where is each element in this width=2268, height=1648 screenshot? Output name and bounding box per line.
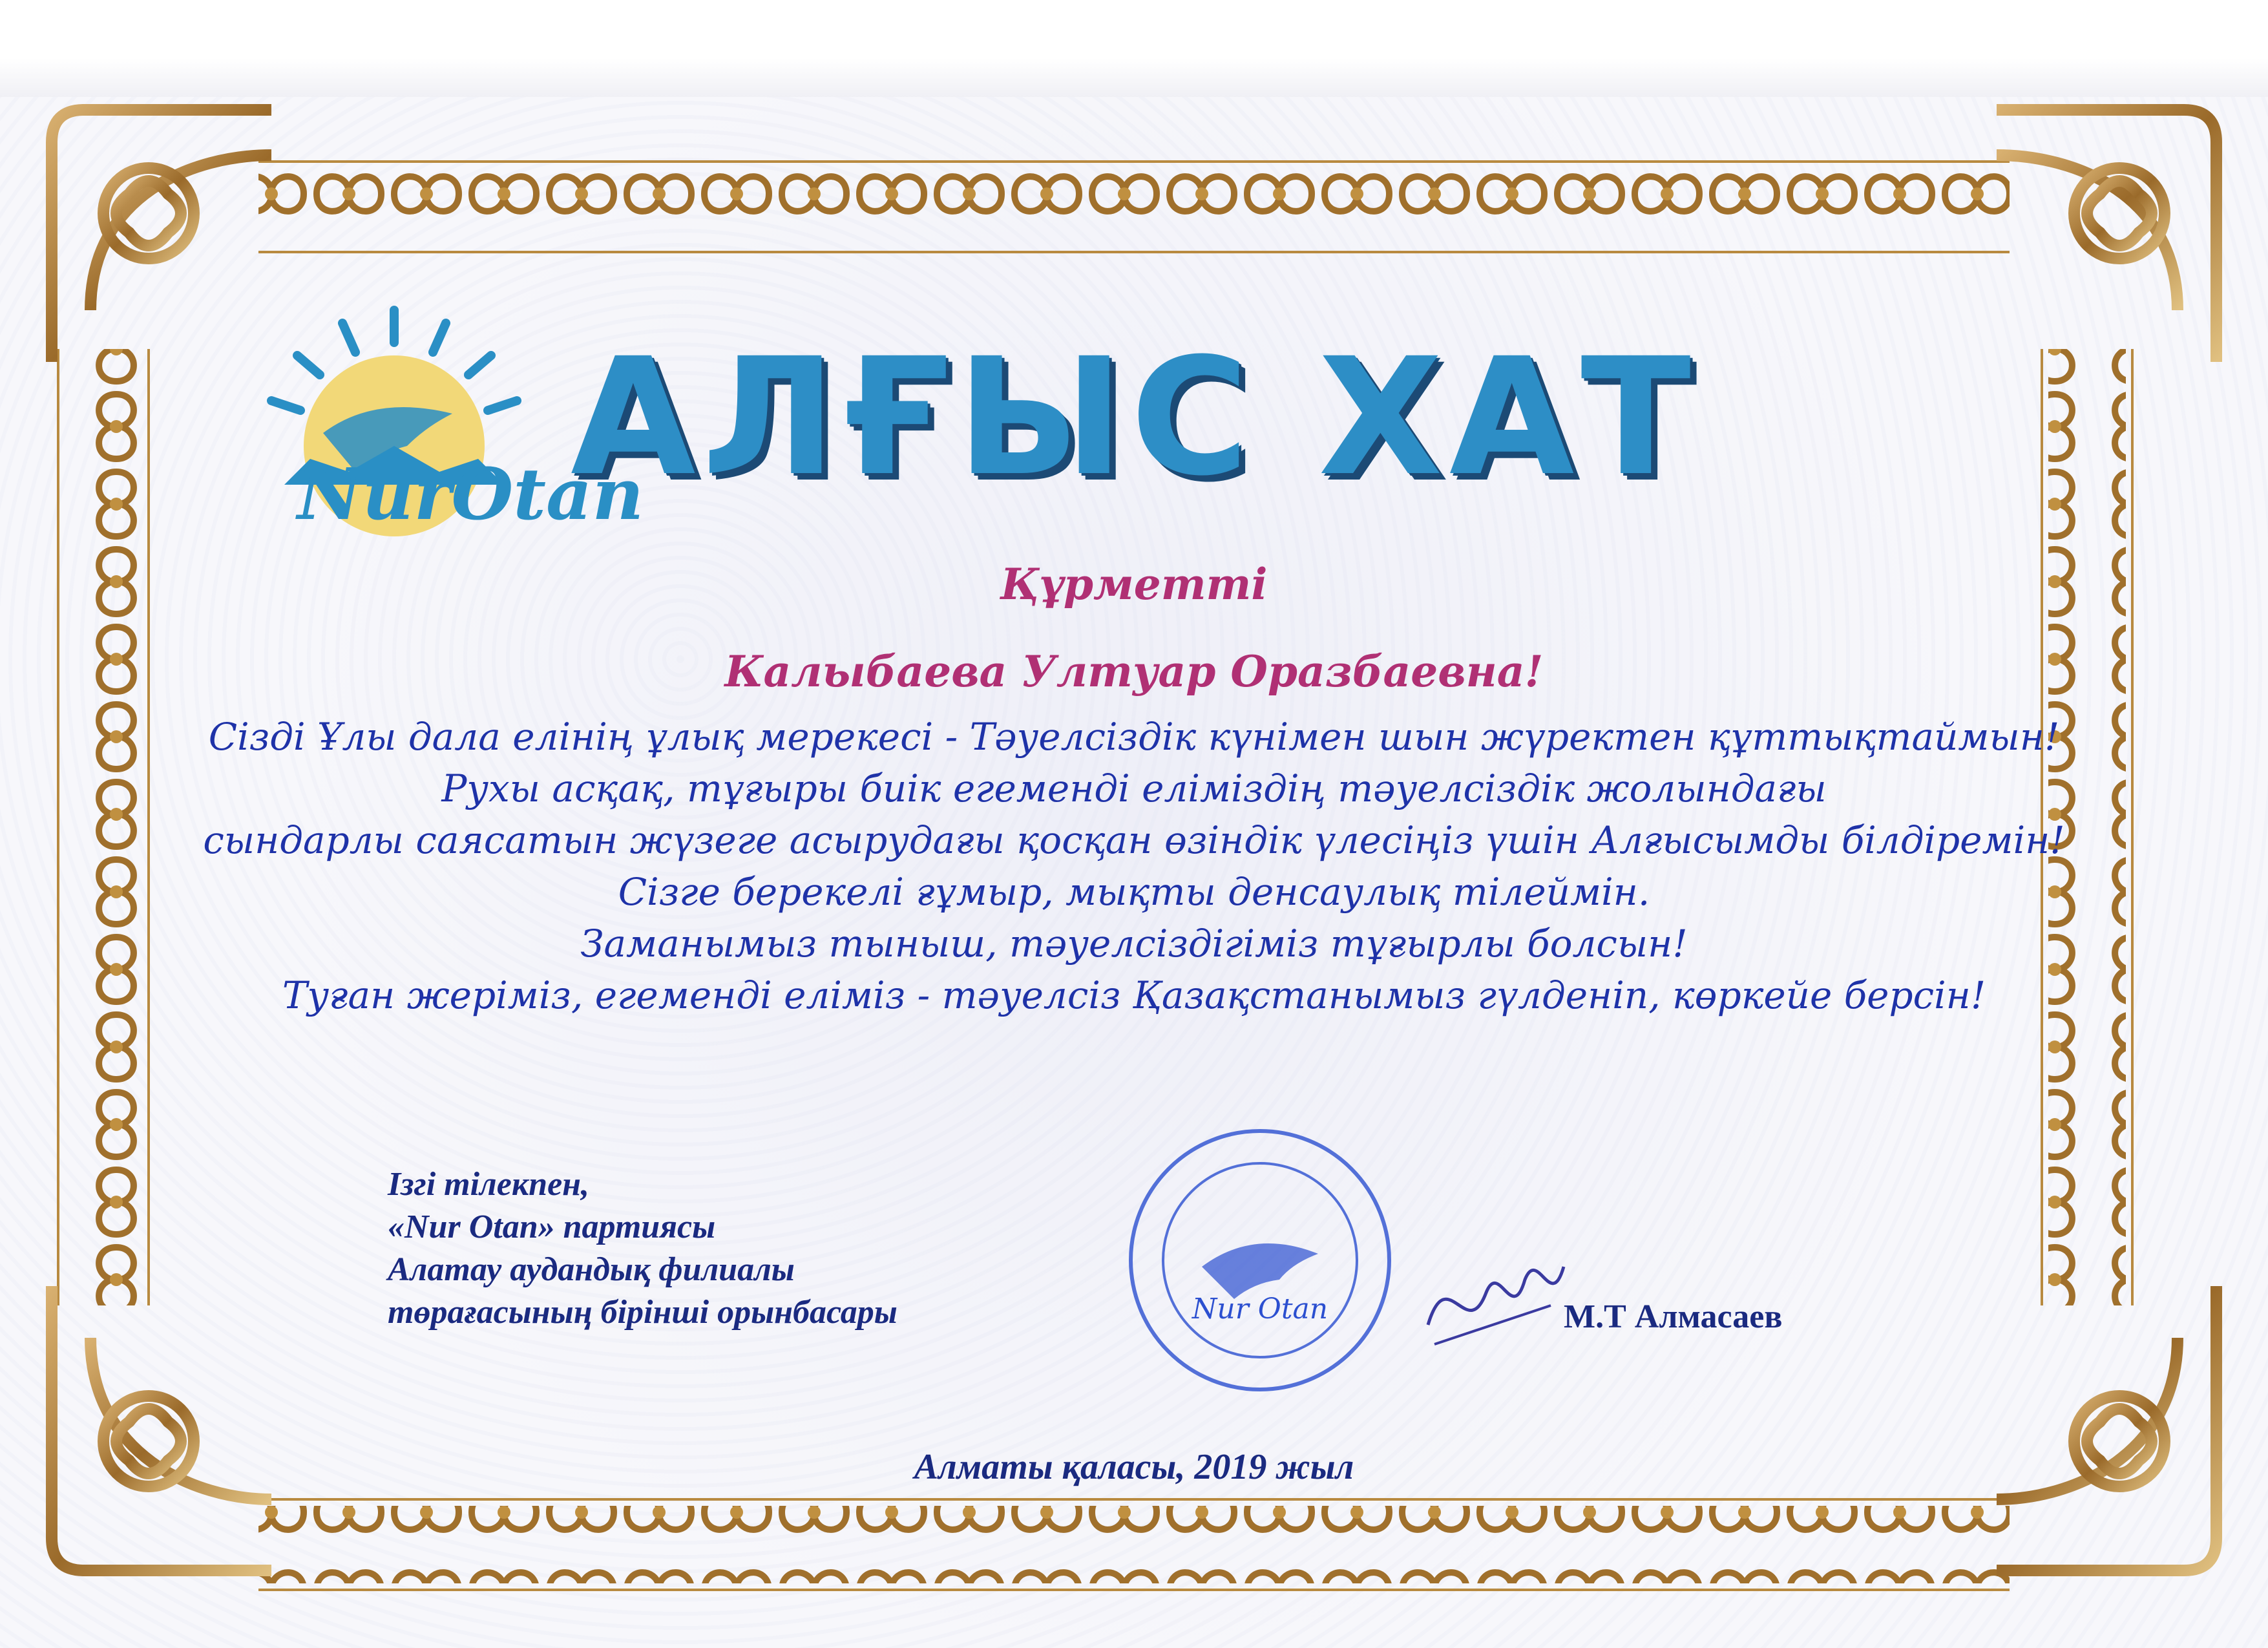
- logo-wordmark: NurOtan: [297, 452, 644, 536]
- closing-line: Алатау аудандық филиалы: [388, 1251, 795, 1288]
- city-year: Алматы қаласы, 2019 жыл: [914, 1447, 1354, 1487]
- corner-ornament-bl: [52, 1286, 271, 1570]
- body-line: Заманымыз тыныш, тәуелсіздігіміз тұғырлы болсын!: [580, 922, 1688, 966]
- body-line: Рухы асқақ, тұғыры биік егеменді еліміздің тәуелсіздік жолындағы: [441, 766, 1827, 810]
- body-line: Сізді Ұлы дала елінің ұлық мерекесі - Тәуелсіздік күнімен шын жүректен құттықтаймын!: [208, 715, 2060, 759]
- official-stamp: [1124, 1125, 1396, 1396]
- letter-body: [0, 711, 2268, 1021]
- greeting-salutation: Құрметті: [1000, 559, 1268, 609]
- document-title: АЛҒЫС ХАТ: [571, 323, 1697, 511]
- recipient-name: Калыбаева Ултуар Оразбаевна!: [724, 646, 1544, 697]
- corner-ornament-br: [1997, 1286, 2216, 1570]
- closing-line: Ізгі тілекпен,: [388, 1166, 590, 1203]
- body-line: Туған жеріміз, егеменді еліміз - тәуелсіз Қазақстанымыз гүлденіп, көркейе берсін!: [282, 973, 1986, 1017]
- closing-line: төрағасының бірінші орынбасары: [388, 1294, 898, 1331]
- closing-line: «Nur Otan» партиясы: [388, 1209, 716, 1245]
- body-line: Сізге берекелі ғұмыр, мықты денсаулық тілеймін.: [618, 870, 1650, 914]
- body-line: сындарлы саясатын жүзеге асырудағы қосқан өзіндік үлесіңіз үшін Алғысымды білдіремін!: [203, 818, 2065, 862]
- signatory-name: М.Т Алмасаев: [1564, 1298, 1783, 1335]
- signature: [1409, 1221, 1577, 1364]
- stamp-text: Nur Otan: [1192, 1293, 1328, 1326]
- closing-block: [388, 1163, 898, 1334]
